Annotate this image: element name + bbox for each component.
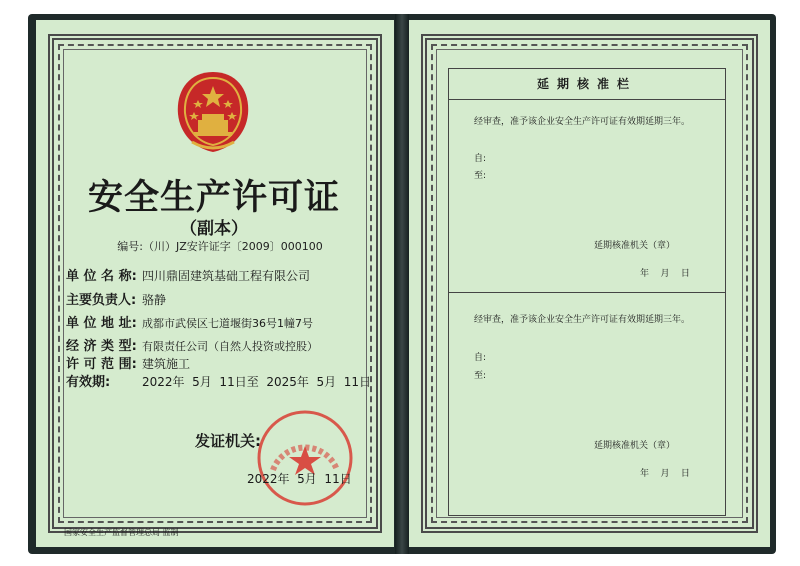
issuer-label: 发证机关: — [195, 432, 261, 450]
extension-to-label: 至: — [474, 371, 487, 381]
extension-date: 年 月 日 — [640, 269, 690, 279]
extension-authority: 延期核准机关（章） — [594, 241, 676, 251]
field-label: 经 济 类 型: — [66, 339, 137, 354]
extension-text: 经审查，准予该企业安全生产许可证有效期延期三年。 — [474, 315, 691, 325]
field-validity — [66, 371, 371, 390]
extension-from-label: 自: — [474, 353, 487, 363]
serial-number — [90, 238, 350, 254]
field-scope — [66, 353, 190, 372]
field-value: 骆静 — [142, 293, 167, 307]
issue-date: 2022年 5月 11日 — [247, 472, 352, 486]
extension-date: 年 月 日 — [640, 469, 690, 479]
serial-region: （川） — [142, 240, 176, 253]
field-value: 四川鼎固建筑基础工程有限公司 — [142, 269, 311, 283]
extension-to-label: 至: — [474, 171, 487, 181]
field-value: 建筑施工 — [142, 357, 191, 371]
extension-table-header: 延期核准栏 — [449, 69, 725, 100]
field-label: 单 位 名 称: — [66, 269, 137, 284]
field-value: 成都市武侯区七道堰街36号1幢7号 — [142, 317, 313, 330]
certificate-subtitle: （副本） — [180, 219, 248, 239]
certificate-spine — [395, 14, 409, 554]
serial-code: JZ安许证字 — [175, 240, 231, 253]
certificate-title: 安全生产许可证 — [87, 177, 340, 218]
extension-table — [448, 68, 726, 516]
field-principal — [66, 289, 166, 308]
serial-year: 〔2009〕 — [230, 240, 281, 253]
serial-prefix: 编号: — [117, 240, 143, 253]
serial-number-value: 000100 — [280, 240, 323, 253]
field-label: 主要负责人: — [66, 293, 137, 308]
field-value: 有限责任公司（自然人投资或控股） — [142, 340, 318, 353]
official-seal-icon — [255, 408, 355, 508]
extension-table-divider — [449, 292, 725, 293]
field-economic-type — [66, 335, 318, 354]
extension-text: 经审查，准予该企业安全生产许可证有效期延期三年。 — [474, 117, 691, 127]
national-emblem-icon — [172, 68, 254, 156]
field-label: 许 可 范 围: — [66, 357, 137, 372]
footer-supervisor: 国家安全生产监督管理总局 监制 — [64, 528, 179, 537]
field-company-name — [66, 265, 310, 284]
extension-authority: 延期核准机关（章） — [594, 441, 676, 451]
field-label: 单 位 地 址: — [66, 316, 137, 331]
field-label: 有效期: — [66, 375, 111, 390]
extension-from-label: 自: — [474, 154, 487, 164]
field-value: 2022年 5月 11日至 2025年 5月 11日 — [142, 375, 372, 389]
field-address — [66, 312, 313, 331]
